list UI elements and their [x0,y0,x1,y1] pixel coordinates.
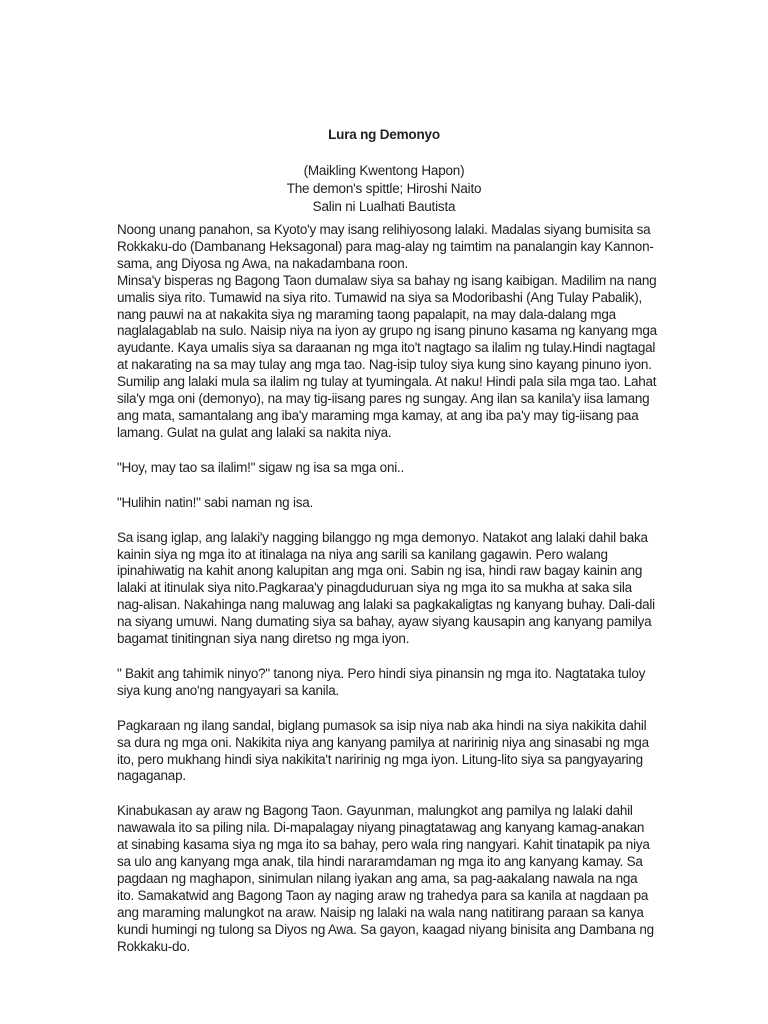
paragraph-3: "Hoy, may tao sa ilalim!" sigaw ng isa sa mga oni.. [117,459,404,475]
subtitle-genre: (Maikling Kwentong Hapon) [303,163,465,178]
document-header [0,127,768,216]
subtitle-translator: Salin ni Lualhati Bautista [312,199,456,214]
paragraph-4: "Hulihin natin!" sabi naman ng isa. [117,494,313,510]
paragraph-1: Noong unang panahon, sa Kyoto'y may isang relihiyosong lalaki. Madalas siyang bumisita sa Rokkaku-do (Dambanang Heksagonal) para mag-alay ng taimtim na panalangin kay Kannon-sama, ang Diyosa ng Awa, na nakadambana roon. [117,222,654,271]
paragraph-2: Minsa'y bisperas ng Bagong Taon dumalaw siya sa bahay ng isang kaibigan. Madilim na nang umalis siya rito. Tumawid na siya rito. Tumawid na siya sa Modoribashi (Ang Tulay Pabalik), nang pauwi na at nakakita siya ng maraming taong papalapit, na may dala-dalang mga naglalagablab na sulo. Naisip niya na iyon ay grupo ng isang pinuno kasama ng kanyang mga ayudante. Kaya umalis siya sa daraanan ng mga ito't nagtago sa ilalim ng tulay.Hindi nagtagal at nakarating na sa may tulay ang mga tao. Nag-isip tuloy siya kung sino kayang pinuno iyon. Sumilip ang lalaki mula sa ilalim ng tulay at tyumingala. At naku! Hindi pala sila mga tao. Lahat sila'y mga oni (demonyo), na may tig-iisang pares ng sungay. Ang ilan sa kanila'y iisa lamang ang mata, samantalang ang iba'y maraming mga kamay, at ang iba pa'y may tig-iisang paa lamang. Gulat na gulat ang lalaki sa nakita niya. [117,272,657,440]
paragraph-8: Kinabukasan ay araw ng Bagong Taon. Gayunman, malungkot ang pamilya ng lalaki dahil nawawala ito sa piling nila. Di-mapalagay niyang pinagtatawag ang kanyang kamag-anakan at sinabing kasama siya ng mga ito sa bahay, pero wala ring nangyari. Kahit tinatapik pa niya sa ulo ang kanyang mga anak, tila hindi nararamdaman ng mga ito ang kanyang kamay. Sa pagdaan ng maghapon, sinimulan nilang iyakan ang ama, sa pag-aakalang nawala na nga ito. Samakatwid ang Bagong Taon ay naging araw ng trahedya para sa kanila at nagdaan pa ang maraming malungkot na araw. Naisip ng lalaki na wala nang natitirang paraan sa kanya kundi humingi ng tulong sa Diyos ng Awa. Sa gayon, kaagad niyang binisita ang Dambana ng Rokkaku-do. [117,803,654,954]
paragraph-7: Pagkaraan ng ilang sandal, biglang pumasok sa isip niya nab aka hindi na siya nakikita dahil sa dura ng mga oni. Nakikita niya ang kanyang pamilya at naririnig niya ang sinasabi ng mga ito, pero mukhang hindi siya nakikita't naririnig ng mga iyon. Litung-lito siya sa pangyayaring nagaganap. [117,717,649,784]
paragraph-5: Sa isang iglap, ang lalaki'y nagging bilanggo ng mga demonyo. Natakot ang lalaki dahil baka kainin siya ng mga ito at itinalaga na niya ang sarili sa kanilang gagawin. Pero walang ipinahiwatig na kahit anong kalupitan ang mga oni. Sabin ng isa, hindi raw bagay kainin ang lalaki at itinulak siya nito.Pagkaraa'y pinagduduruan siya ng mga ito sa mukha at saka sila nag-alisan. Nakahinga nang maluwag ang lalaki sa pagkakaligtas ng kanyang buhay. Dali-dali na siyang umuwi. Nang dumating siya sa bahay, ayaw siyang kausapin ang kanyang pamilya bagamat tinitingnan siya nang diretso ng mga iyon. [117,529,655,647]
document-title: Lura ng Demonyo [328,127,440,142]
subtitle-original-author: The demon's spittle; Hiroshi Naito [286,181,482,196]
document-body [117,222,657,974]
paragraph-6: " Bakit ang tahimik ninyo?" tanong niya. Pero hindi siya pinansin ng mga ito. Nagtataka tuloy siya kung ano'ng nangyayari sa kanila. [117,665,646,698]
